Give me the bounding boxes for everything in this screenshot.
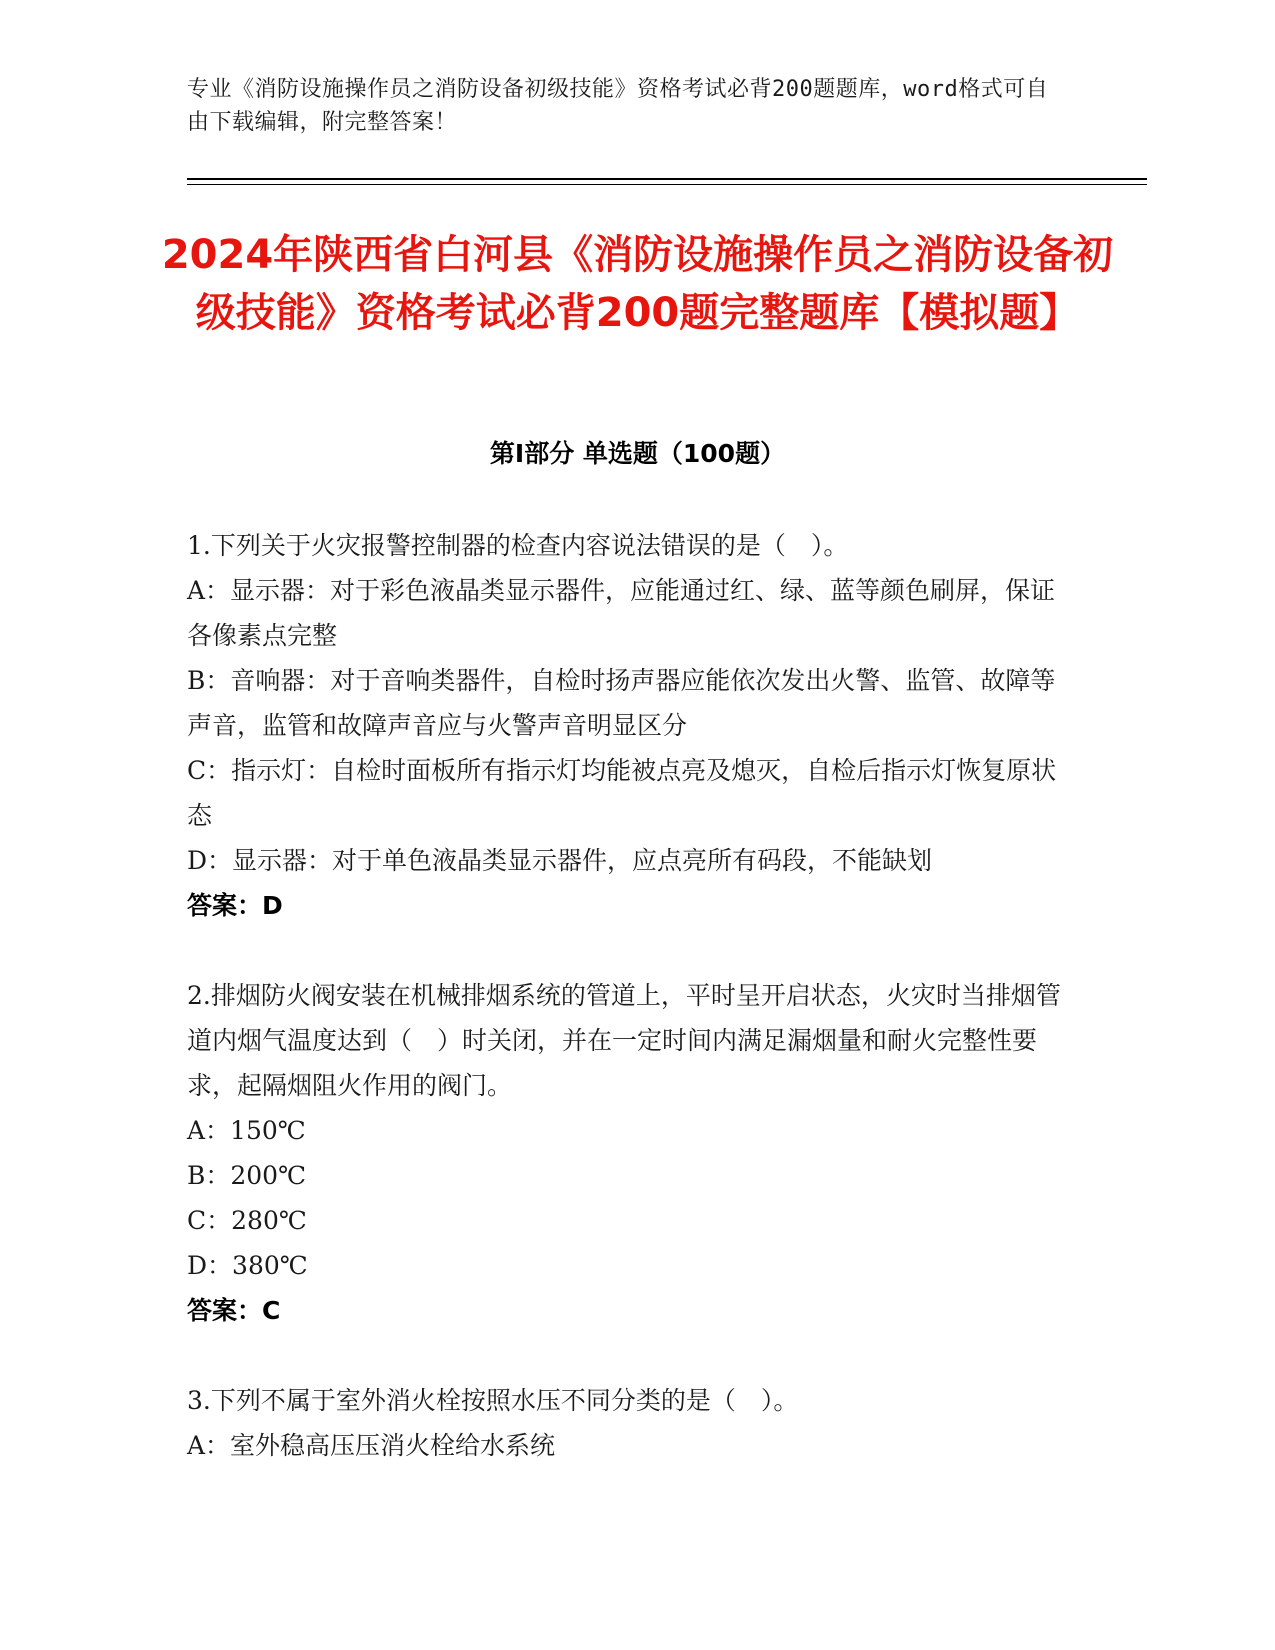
header-note: 专业《消防设施操作员之消防设备初级技能》资格考试必背200题题库，word格式可自由下载编辑，附完整答案！ — [187, 77, 1049, 135]
question-stem: 3.下列不属于室外消火栓按照水压不同分类的是（ ）。 — [187, 1386, 799, 1415]
question-2 — [187, 973, 1077, 1333]
question-stem: 1.下列关于火灾报警控制器的检查内容说法错误的是（ ）。 — [187, 531, 849, 560]
option-a: A：显示器：对于彩色液晶类显示器件，应能通过红、绿、蓝等颜色刷屏，保证各像素点完整 — [187, 576, 1056, 650]
answer: 答案：D — [187, 891, 283, 920]
option-a: A：室外稳高压压消火栓给水系统 — [187, 1431, 556, 1460]
question-1 — [187, 523, 1077, 928]
option-c: C：280℃ — [187, 1206, 307, 1235]
question-3 — [187, 1378, 1077, 1468]
option-d: D：380℃ — [187, 1251, 308, 1280]
answer: 答案：C — [187, 1296, 281, 1325]
header-rule-thin — [187, 184, 1147, 185]
option-b: B：音响器：对于音响类器件，自检时扬声器应能依次发出火警、监管、故障等声音，监管和故障声音应与火警声音明显区分 — [187, 666, 1056, 740]
option-a: A：150℃ — [187, 1116, 306, 1145]
option-b: B：200℃ — [187, 1161, 307, 1190]
header-rule-thick — [187, 178, 1147, 180]
option-d: D：显示器：对于单色液晶类显示器件，应点亮所有码段，不能缺划 — [187, 846, 933, 875]
section-heading: 第I部分 单选题（100题） — [489, 439, 786, 468]
option-c: C：指示灯：自检时面板所有指示灯均能被点亮及熄灭，自检后指示灯恢复原状态 — [187, 756, 1057, 830]
question-stem: 2.排烟防火阀安装在机械排烟系统的管道上，平时呈开启状态，火灾时当排烟管道内烟气温度达到（ ）时关闭，并在一定时间内满足漏烟量和耐火完整性要求，起隔烟阻火作用的阀门。 — [187, 981, 1061, 1100]
question-list — [187, 523, 1077, 1513]
document-title: 2024年陕西省白河县《消防设施操作员之消防设备初级技能》资格考试必背200题完整题库【模拟题】 — [161, 232, 1114, 336]
